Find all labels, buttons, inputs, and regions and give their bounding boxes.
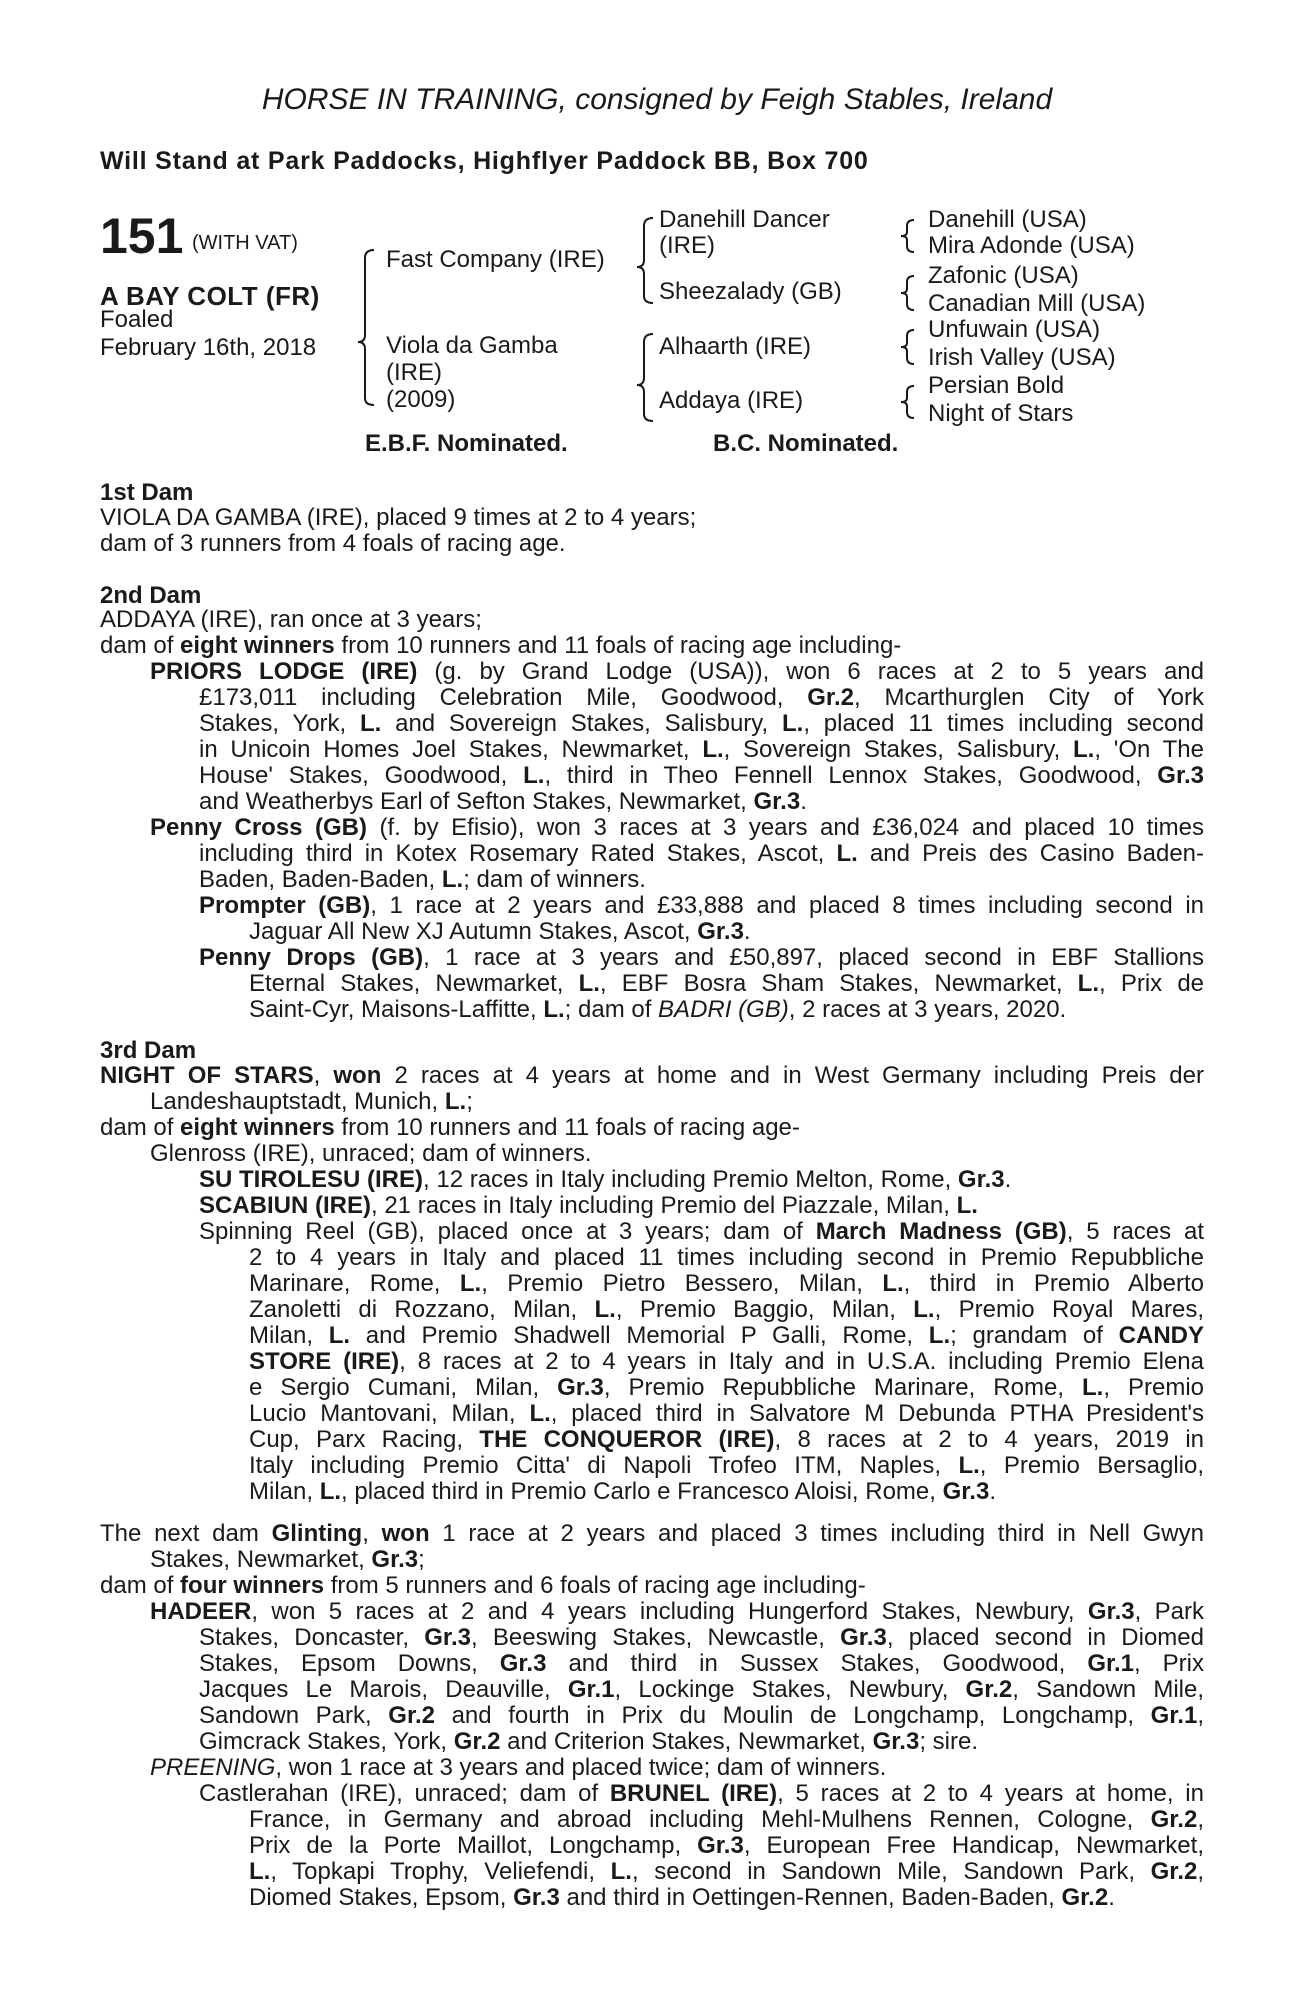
dam1-line: VIOLA DA GAMBA (IRE), placed 9 times at 2 to 4 years; [100, 504, 697, 531]
text-line: France, in Germany and abroad including Mehl-Mulhens Rennen, Cologne, Gr.2, [249, 1806, 1204, 1833]
text-line: e Sergio Cumani, Milan, Gr.3, Premio Repubbliche Marinare, Rome, L., Premio [249, 1374, 1204, 1401]
text-line: including third in Kotex Rosemary Rated Stakes, Ascot, L. and Preis des Casino Baden- [199, 840, 1205, 867]
dam-dam: Addaya (IRE) [659, 387, 804, 414]
text-line: Glenross (IRE), unraced; dam of winners. [150, 1140, 592, 1167]
foaled-label: Foaled [100, 306, 174, 333]
text-line: Penny Drops (GB), 1 race at 3 years and £50,897, placed second in EBF Stallions [199, 944, 1205, 971]
ebf-nominated: E.B.F. Nominated. [365, 430, 568, 457]
text-line: Stakes, Epsom Downs, Gr.3 and third in Sussex Stakes, Goodwood, Gr.1, Prix [199, 1650, 1205, 1677]
granddam-1: Mira Adonde (USA) [928, 232, 1135, 259]
text-line: Prix de la Porte Maillot, Longchamp, Gr.3, European Free Handicap, Newmarket, [249, 1832, 1204, 1859]
consignment-header: HORSE IN TRAINING, consigned by Feigh Stables, Ireland [261, 83, 1053, 116]
text-line: Marinare, Rome, L., Premio Pietro Bessero, Milan, L., third in Premio Alberto [249, 1270, 1205, 1297]
grandsire-2: Zafonic (USA) [928, 262, 1079, 289]
text-line: Italy including Premio Citta' di Napoli Trofeo ITM, Naples, L., Premio Bersaglio, [249, 1452, 1204, 1479]
stand-location: Will Stand at Park Paddocks, Highflyer Paddock BB, Box 700 [100, 147, 869, 175]
text-line: Stakes, York, L. and Sovereign Stakes, Salisbury, L., placed 11 times including second [199, 710, 1204, 737]
text-line: Milan, L. and Premio Shadwell Memorial P Galli, Rome, L.; grandam of CANDY [249, 1322, 1204, 1349]
text-line: Baden, Baden-Baden, L.; dam of winners. [199, 866, 646, 893]
text-line: and Weatherbys Earl of Sefton Stakes, Newmarket, Gr.3. [199, 788, 807, 815]
text-line: Zanoletti di Rozzano, Milan, L., Premio Baggio, Milan, L., Premio Royal Mares, [249, 1296, 1204, 1323]
text-line: Eternal Stakes, Newmarket, L., EBF Bosra Sham Stakes, Newmarket, L., Prix de [249, 970, 1205, 997]
grandsire-4: Persian Bold [928, 372, 1065, 399]
text-line: Sandown Park, Gr.2 and fourth in Prix du Moulin de Longchamp, Longchamp, Gr.1, [199, 1702, 1204, 1729]
text-line: SU TIROLESU (IRE), 12 races in Italy including Premio Melton, Rome, Gr.3. [199, 1166, 1012, 1193]
text-line: Prompter (GB), 1 race at 2 years and £33,888 and placed 8 times including second in [199, 892, 1204, 919]
text-line: dam of eight winners from 10 runners and 11 foals of racing age- [100, 1114, 800, 1141]
text-line: in Unicoin Homes Joel Stakes, Newmarket, L., Sovereign Stakes, Salisbury, L., 'On The [199, 736, 1205, 763]
text-line: dam of four winners from 5 runners and 6 foals of racing age including- [100, 1572, 866, 1599]
granddam-2: Canadian Mill (USA) [928, 290, 1146, 317]
brace-main [358, 250, 374, 405]
bc-nominated: B.C. Nominated. [713, 430, 899, 457]
text-line: Jacques Le Marois, Deauville, Gr.1, Lockinge Stakes, Newbury, Gr.2, Sandown Mile, [199, 1676, 1204, 1703]
grandsire-1: Danehill (USA) [928, 206, 1087, 233]
dam2-title: 2nd Dam [100, 582, 202, 609]
dam-country: (IRE) [386, 359, 442, 386]
text-line: House' Stakes, Goodwood, L., third in Theo Fennell Lennox Stakes, Goodwood, Gr.3 [199, 762, 1204, 789]
sire-dam: Sheezalady (GB) [659, 278, 842, 305]
brace-g4 [901, 386, 914, 418]
text-line: SCABIUN (IRE), 21 races in Italy including Premio del Piazzale, Milan, L. [199, 1192, 978, 1219]
sire-sire: Danehill Dancer [659, 206, 830, 233]
dam3-title: 3rd Dam [100, 1037, 197, 1064]
text-line: Castlerahan (IRE), unraced; dam of BRUNEL (IRE), 5 races at 2 to 4 years at home, in [199, 1780, 1204, 1807]
text-line: Gimcrack Stakes, York, Gr.2 and Criterion Stakes, Newmarket, Gr.3; sire. [199, 1728, 978, 1755]
granddam-4: Night of Stars [928, 400, 1074, 427]
text-line: Jaguar All New XJ Autumn Stakes, Ascot, Gr.3. [249, 918, 751, 945]
text-line: The next dam Glinting, won 1 race at 2 years and placed 3 times including third in Nell Gwyn [100, 1520, 1204, 1547]
brace-g2 [901, 276, 914, 310]
brace-g1 [901, 220, 914, 252]
text-line: Milan, L., placed third in Premio Carlo e Francesco Aloisi, Rome, Gr.3. [249, 1478, 996, 1505]
text-line: Spinning Reel (GB), placed once at 3 years; dam of March Madness (GB), 5 races at [199, 1218, 1204, 1245]
lot-number: 151 [100, 208, 184, 264]
text-line: NIGHT OF STARS, won 2 races at 4 years at home and in West Germany including Preis der [100, 1062, 1204, 1089]
text-line: PRIORS LODGE (IRE) (g. by Grand Lodge (USA)), won 6 races at 2 to 5 years and [150, 658, 1204, 685]
text-line: ADDAYA (IRE), ran once at 3 years; [100, 606, 482, 633]
brace-sire [637, 218, 653, 303]
text-line: PREENING, won 1 race at 3 years and placed twice; dam of winners. [150, 1754, 887, 1781]
horse-name: A BAY COLT (FR) [100, 281, 320, 311]
pedigree-braces [0, 0, 1314, 460]
text-line: Lucio Mantovani, Milan, L., placed third in Salvatore M Debunda PTHA President's [249, 1400, 1205, 1427]
foaled-date: February 16th, 2018 [100, 334, 317, 361]
vat-note: (WITH VAT) [192, 232, 298, 254]
grandsire-3: Unfuwain (USA) [928, 316, 1101, 343]
dam1-title: 1st Dam [100, 479, 194, 506]
dam1-line: dam of 3 runners from 4 foals of racing age. [100, 530, 566, 557]
dam-year: (2009) [386, 386, 456, 413]
sire: Fast Company (IRE) [386, 246, 605, 273]
text-line: Stakes, Newmarket, Gr.3; [150, 1546, 425, 1573]
text-line: STORE (IRE), 8 races at 2 to 4 years in Italy and in U.S.A. including Premio Elena [249, 1348, 1204, 1375]
text-line: Stakes, Doncaster, Gr.3, Beeswing Stakes, Newcastle, Gr.3, placed second in Diomed [199, 1624, 1204, 1651]
text-line: Saint-Cyr, Maisons-Laffitte, L.; dam of BADRI (GB), 2 races at 3 years, 2020. [249, 996, 1067, 1023]
dam-sire: Alhaarth (IRE) [659, 333, 812, 360]
text-line: Cup, Parx Racing, THE CONQUEROR (IRE), 8 races at 2 to 4 years, 2019 in [249, 1426, 1205, 1453]
text-line: 2 to 4 years in Italy and placed 11 times including second in Premio Repubbliche [249, 1244, 1204, 1271]
sire-sire-country: (IRE) [659, 232, 715, 259]
granddam-3: Irish Valley (USA) [928, 344, 1116, 371]
text-line: Diomed Stakes, Epsom, Gr.3 and third in Oettingen-Rennen, Baden-Baden, Gr.2. [249, 1884, 1115, 1911]
dam: Viola da Gamba [386, 332, 558, 359]
text-line: HADEER, won 5 races at 2 and 4 years including Hungerford Stakes, Newbury, Gr.3, Park [150, 1598, 1204, 1625]
brace-dam [637, 334, 653, 421]
text-line: £173,011 including Celebration Mile, Goodwood, Gr.2, Mcarthurglen City of York [199, 684, 1204, 711]
brace-g3 [901, 330, 914, 364]
text-line: Penny Cross (GB) (f. by Efisio), won 3 races at 3 years and £36,024 and placed 10 times [150, 814, 1204, 841]
text-line: Landeshauptstadt, Munich, L.; [150, 1088, 473, 1115]
text-line: L., Topkapi Trophy, Veliefendi, L., second in Sandown Mile, Sandown Park, Gr.2, [249, 1858, 1205, 1885]
text-line: dam of eight winners from 10 runners and 11 foals of racing age including- [100, 632, 902, 659]
